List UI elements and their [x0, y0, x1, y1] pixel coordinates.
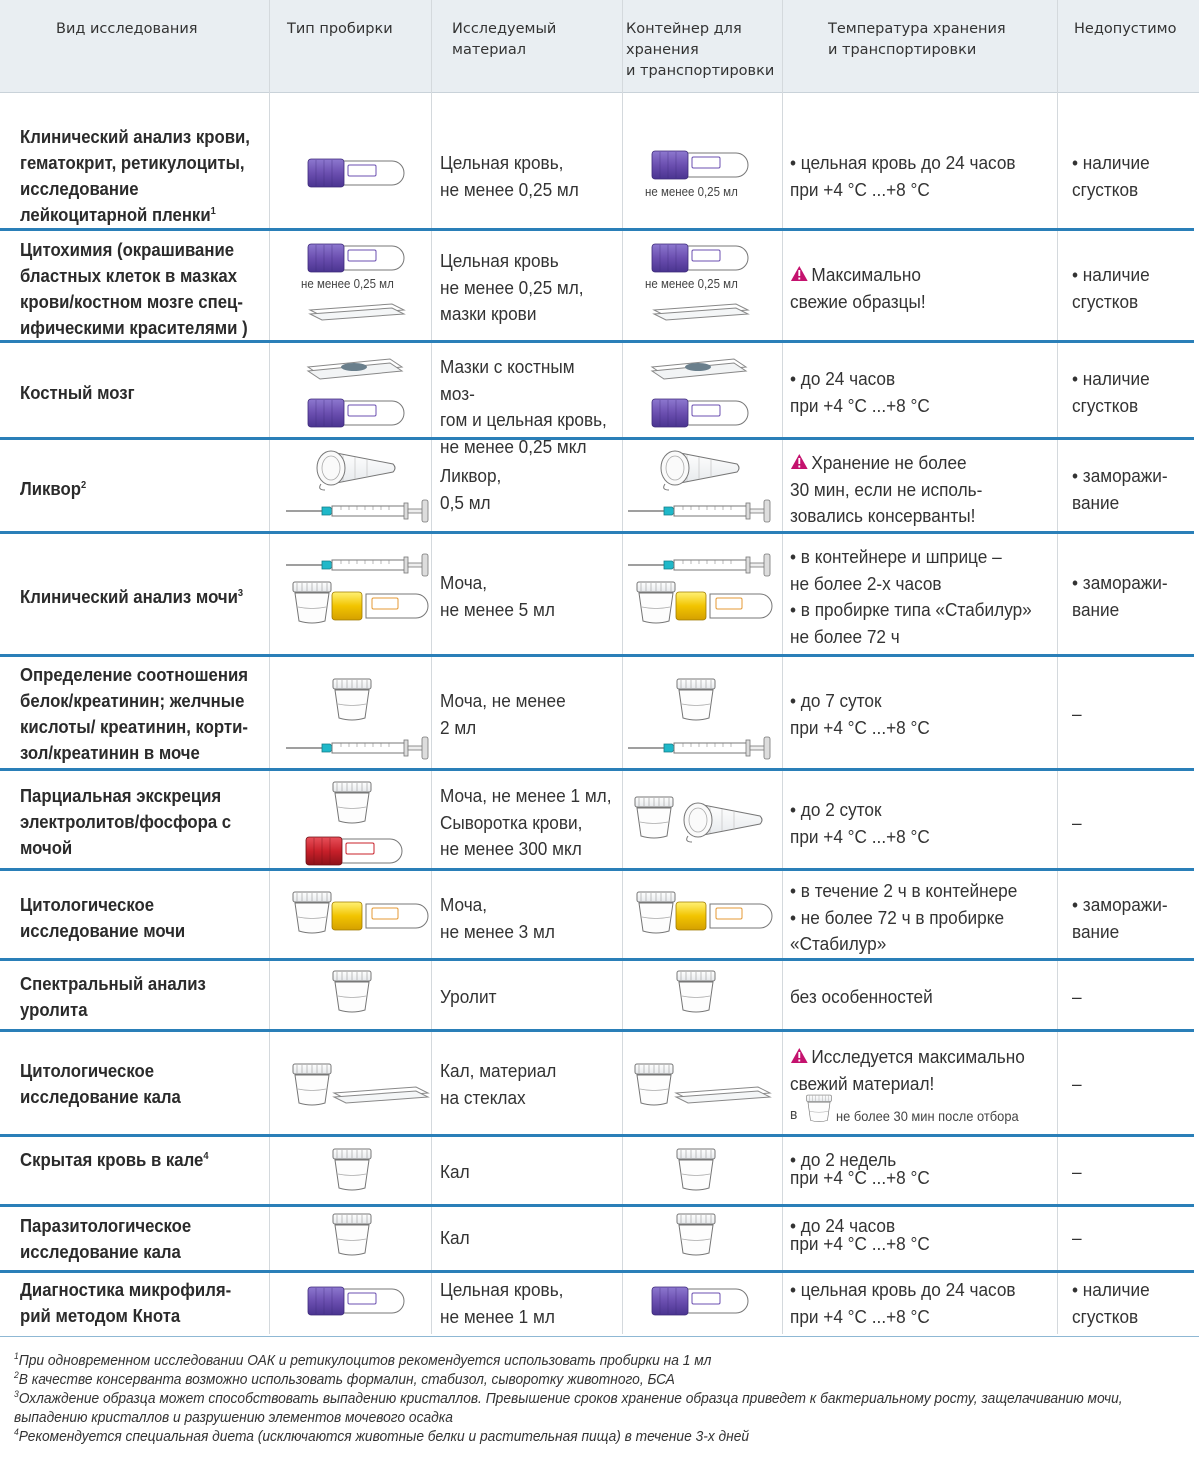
row-6-temp: • до 7 суток при +4 °С ...+8 °С — [790, 690, 930, 738]
warning-icon — [790, 265, 809, 282]
row-13-type: Диагностика микрофилярий методом Кнота — [20, 1280, 232, 1326]
row-7-type: Парциальная экскреция электролитов/фосфора с мочой — [20, 786, 232, 858]
row-8-type: Цитологическое исследование мочи — [20, 895, 186, 941]
row-2-temp: Максимально свежие образцы! — [790, 264, 926, 312]
purple-tube-icon — [306, 398, 406, 428]
row-9-temp: без особенностей — [790, 986, 933, 1007]
row-12-temp: • до 24 часов при +4 °С ...+8 °С — [790, 1215, 930, 1254]
row-divider — [0, 1134, 1194, 1137]
row-3-material: Мазки с костным моз- гом и цельная кровь, не менее 0,25 мкл — [440, 356, 607, 457]
yellow-tube-icon — [674, 901, 774, 931]
tube-volume-label: не менее 0,25 мл — [645, 185, 738, 199]
row-1-material: Цельная кровь, не менее 0,25 мл — [440, 152, 579, 200]
smear-slide-icon — [650, 355, 750, 383]
row-10-bad: – — [1072, 1073, 1082, 1094]
row-1-bad: • наличие сгустков — [1072, 152, 1150, 200]
header-col-type: Вид исследования — [56, 21, 198, 37]
row-divider — [0, 958, 1194, 961]
urine-container-icon — [292, 891, 332, 936]
tube-volume-label: не менее 0,25 мл — [645, 277, 738, 291]
row-5-material: Моча, не менее 5 мл — [440, 572, 555, 620]
row-5-temp: • в контейнере и шприце – не более 2-х часов • в пробирке типа «Стабилур» не более 72 ч — [790, 546, 1032, 647]
row-8-material: Моча, не менее 3 мл — [440, 894, 555, 942]
glass-slide-icon — [650, 300, 750, 324]
syringe-icon — [628, 497, 773, 525]
urine-container-icon — [332, 970, 372, 1015]
urine-container-icon — [806, 1094, 832, 1124]
row-4-material: Ликвор, 0,5 мл — [440, 465, 502, 513]
urine-container-icon — [636, 891, 676, 936]
yellow-tube-icon — [674, 591, 774, 621]
footnote: $^2$В качестве консерванта возможно использовать формалин, стабизол, сыворотку животного, БСА — [14, 1370, 675, 1388]
row-13-material: Цельная кровь, не менее 1 мл — [440, 1279, 564, 1327]
row-11-temp: • до 2 недель при +4 °С ...+8 °С — [790, 1149, 930, 1188]
row-divider — [0, 654, 1194, 657]
purple-tube-icon — [306, 158, 406, 188]
urine-container-icon — [292, 581, 332, 626]
footnote: $^3$Охлаждение образца может способствовать выпадению кристаллов. Превышение сроков хранение образца приведет к бактериальному росту, защелачиванию мочи, выпадению кристаллов и разрушению элементов мочевого осадка — [14, 1389, 1123, 1426]
row-3-type: Костный мозг — [20, 383, 135, 403]
purple-tube-icon — [650, 398, 750, 428]
tube-volume-label: не менее 0,25 мл — [301, 277, 394, 291]
row-10-temp-note-prefix: в — [790, 1106, 798, 1123]
row-divider — [0, 868, 1194, 871]
purple-tube-icon — [650, 150, 750, 180]
row-9-material: Уролит — [440, 986, 497, 1007]
footnotes — [14, 1352, 1126, 1447]
row-12-material: Кал — [440, 1227, 470, 1248]
urine-container-icon — [332, 1148, 372, 1193]
purple-tube-icon — [650, 1286, 750, 1316]
syringe-icon — [286, 551, 431, 579]
row-11-bad: – — [1072, 1161, 1082, 1182]
header-col-temp: Температура хранения и транспортировки — [828, 21, 1006, 58]
urine-container-icon — [634, 1063, 674, 1108]
row-10-temp: Исследуется максимально свежий материал! — [790, 1046, 1025, 1094]
row-13-bad: • наличие сгустков — [1072, 1279, 1150, 1327]
yellow-tube-icon — [330, 901, 430, 931]
yellow-tube-icon — [330, 591, 430, 621]
glass-slide-icon — [672, 1083, 772, 1107]
row-6-type: Определение соотношения белок/креатинин; желчные кислоты/ креатинин, кортизол/креатинин в моче — [20, 665, 249, 763]
row-divider — [0, 1270, 1194, 1273]
row-7-bad: – — [1072, 812, 1082, 833]
footnote: $^1$При одновременном исследовании ОАК и ретикулоцитов рекомендуется использовать пробирки на 1 мл — [14, 1351, 712, 1369]
syringe-icon — [628, 551, 773, 579]
row-10-material: Кал, материал на стеклах — [440, 1060, 557, 1108]
conical-tube-icon — [657, 446, 747, 496]
row-7-material: Моча, не менее 1 мл, Сыворотка крови, не менее 300 мкл — [440, 785, 612, 859]
row-8-bad: • заморажи- вание — [1072, 894, 1168, 942]
urine-container-icon — [332, 781, 372, 826]
urine-container-icon — [676, 1148, 716, 1193]
row-divider — [0, 228, 1194, 231]
row-divider — [0, 1029, 1194, 1032]
row-3-temp: • до 24 часов при +4 °С ...+8 °С — [790, 368, 930, 416]
row-10-temp-note: не более 30 мин после отбора — [836, 1108, 1019, 1124]
conical-tube-icon — [313, 446, 403, 496]
row-13-temp: • цельная кровь до 24 часов при +4 °С ...+8 °С — [790, 1279, 1016, 1327]
urine-container-icon — [634, 796, 674, 841]
row-9-type: Спектральный анализ уролита — [20, 974, 206, 1020]
row-3-bad: • наличие сгустков — [1072, 368, 1150, 416]
purple-tube-icon — [306, 1286, 406, 1316]
row-12-bad: – — [1072, 1227, 1082, 1248]
warning-icon — [790, 453, 809, 470]
header-col-material: Исследуемый материал — [452, 21, 557, 58]
syringe-icon — [286, 497, 431, 525]
red-tube-icon — [304, 836, 414, 866]
row-11-material: Кал — [440, 1161, 470, 1182]
row-4-temp: Хранение не более 30 мин, если не исполь- зовались консерванты! — [790, 452, 983, 526]
glass-slide-icon — [330, 1083, 430, 1107]
urine-container-icon — [676, 1213, 716, 1258]
glass-slide-icon — [306, 300, 406, 324]
purple-tube-icon — [306, 243, 406, 273]
row-5-type: Клинический анализ мочи$^3$ — [20, 587, 244, 607]
syringe-icon — [628, 734, 773, 762]
header-col-tube: Тип пробирки — [287, 21, 393, 37]
row-8-temp: • в течение 2 ч в контейнере • не более 72 ч в пробирке «Стабилур» — [790, 880, 1018, 954]
row-9-bad: – — [1072, 986, 1082, 1007]
row-11-type: Скрытая кровь в кале$^4$ — [20, 1150, 209, 1170]
row-6-material: Моча, не менее 2 мл — [440, 690, 566, 738]
urine-container-icon — [332, 678, 372, 723]
conical-tube-icon — [680, 798, 770, 848]
syringe-icon — [286, 734, 431, 762]
row-12-type: Паразитологическое исследование кала — [20, 1216, 192, 1262]
footnote: $^4$Рекомендуется специальная диета (исключаются животные белки и растительная пища) в течение 3-х дней — [14, 1427, 750, 1445]
urine-container-icon — [332, 1213, 372, 1258]
urine-container-icon — [636, 581, 676, 626]
row-divider — [0, 1204, 1194, 1207]
row-5-bad: • заморажи- вание — [1072, 572, 1168, 620]
row-4-bad: • заморажи- вание — [1072, 465, 1168, 513]
row-divider — [0, 531, 1194, 534]
row-2-material: Цельная кровь не менее 0,25 мл, мазки крови — [440, 250, 584, 324]
row-7-temp: • до 2 суток при +4 °С ...+8 °С — [790, 799, 930, 847]
row-divider — [0, 768, 1194, 771]
purple-tube-icon — [650, 243, 750, 273]
header-col-bad: Недопустимо — [1074, 21, 1177, 37]
row-10-type: Цитологическое исследование кала — [20, 1061, 181, 1107]
row-4-type: Ликвор$^2$ — [20, 479, 87, 499]
table-bottom-line — [0, 1336, 1199, 1337]
row-1-temp: • цельная кровь до 24 часов при +4 °С ...+8 °С — [790, 152, 1016, 200]
urine-container-icon — [676, 970, 716, 1015]
urine-container-icon — [676, 678, 716, 723]
smear-slide-icon — [306, 355, 406, 383]
urine-container-icon — [292, 1063, 332, 1108]
row-2-bad: • наличие сгустков — [1072, 264, 1150, 312]
row-6-bad: – — [1072, 703, 1082, 724]
row-2-type: Цитохимия (окрашивание бластных клеток в мазках крови/костном мозге специфическими красителями ) — [20, 240, 248, 338]
warning-icon — [790, 1047, 809, 1064]
header-col-container: Контейнер для хранения и транспортировки — [626, 21, 775, 79]
row-1-type: Клинический анализ крови, гематокрит, ретикулоциты, исследование лейкоцитарной пленки$^1$ — [20, 127, 250, 225]
